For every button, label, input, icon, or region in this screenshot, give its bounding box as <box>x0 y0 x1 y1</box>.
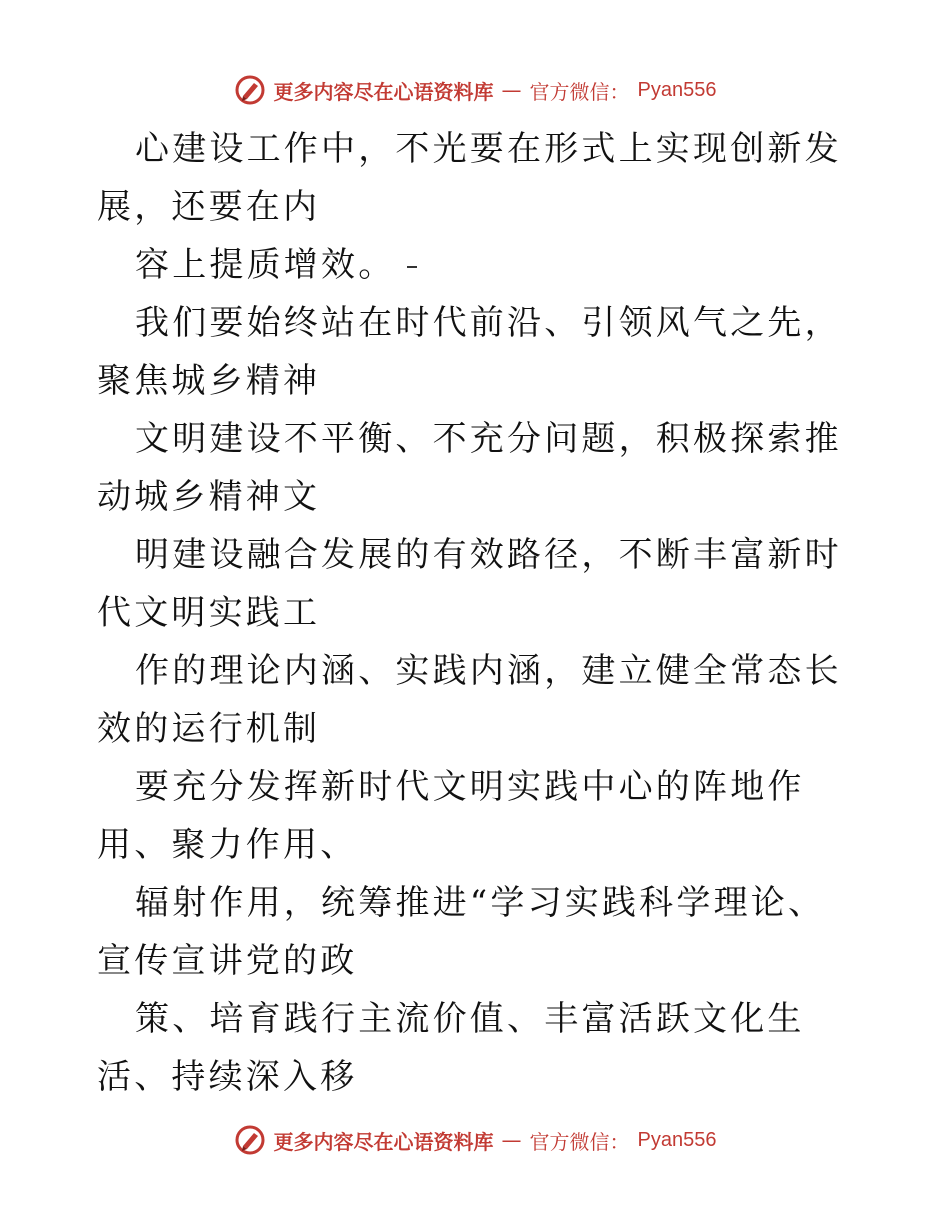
watermark-wechat-id: Pyan556 <box>637 78 717 101</box>
paragraph-2 <box>97 236 857 294</box>
watermark-wechat-label: 官方微信： <box>529 1129 630 1154</box>
pen-circle-logo-icon <box>234 1124 266 1156</box>
paragraph-7: 要充分发挥新时代文明实践中心的阵地作用、聚力作用、 <box>97 767 805 865</box>
paragraph-3: 我们要始终站在时代前沿、引领风气之先，聚焦城乡精神 <box>97 303 842 401</box>
paragraph-5: 明建设融合发展的有效路径，不断丰富新时代文明实践工 <box>97 535 842 633</box>
paragraph-8: 辐射作用，统筹推进“学习实践科学理论、宣传宣讲党的政 <box>97 883 826 981</box>
paragraph-1: 心建设工作中，不光要在形式上实现创新发展，还要在内 <box>97 129 842 227</box>
paragraph-2-text: 容上提质增效。 <box>135 245 396 285</box>
text-cursor-mark <box>407 266 417 268</box>
document-body <box>97 120 857 1106</box>
paragraph-4: 文明建设不平衡、不充分问题，积极探索推动城乡精神文 <box>97 419 842 517</box>
watermark-wechat-id: Pyan556 <box>637 1128 717 1151</box>
paragraph-9: 策、培育践行主流价值、丰富活跃文化生活、持续深入移 <box>97 999 805 1097</box>
watermark-main-text: 更多内容尽在心语资料库 <box>273 1129 494 1154</box>
paragraph-6: 作的理论内涵、实践内涵，建立健全常态长效的运行机制 <box>97 651 842 749</box>
watermark-wechat-label: 官方微信： <box>529 79 630 104</box>
footer-watermark-banner <box>0 1120 950 1160</box>
header-watermark-banner <box>0 70 950 110</box>
watermark-dash: — <box>501 78 522 102</box>
watermark-main-text: 更多内容尽在心语资料库 <box>273 79 494 104</box>
watermark-dash: — <box>501 1128 522 1152</box>
pen-circle-logo-icon <box>234 74 266 106</box>
